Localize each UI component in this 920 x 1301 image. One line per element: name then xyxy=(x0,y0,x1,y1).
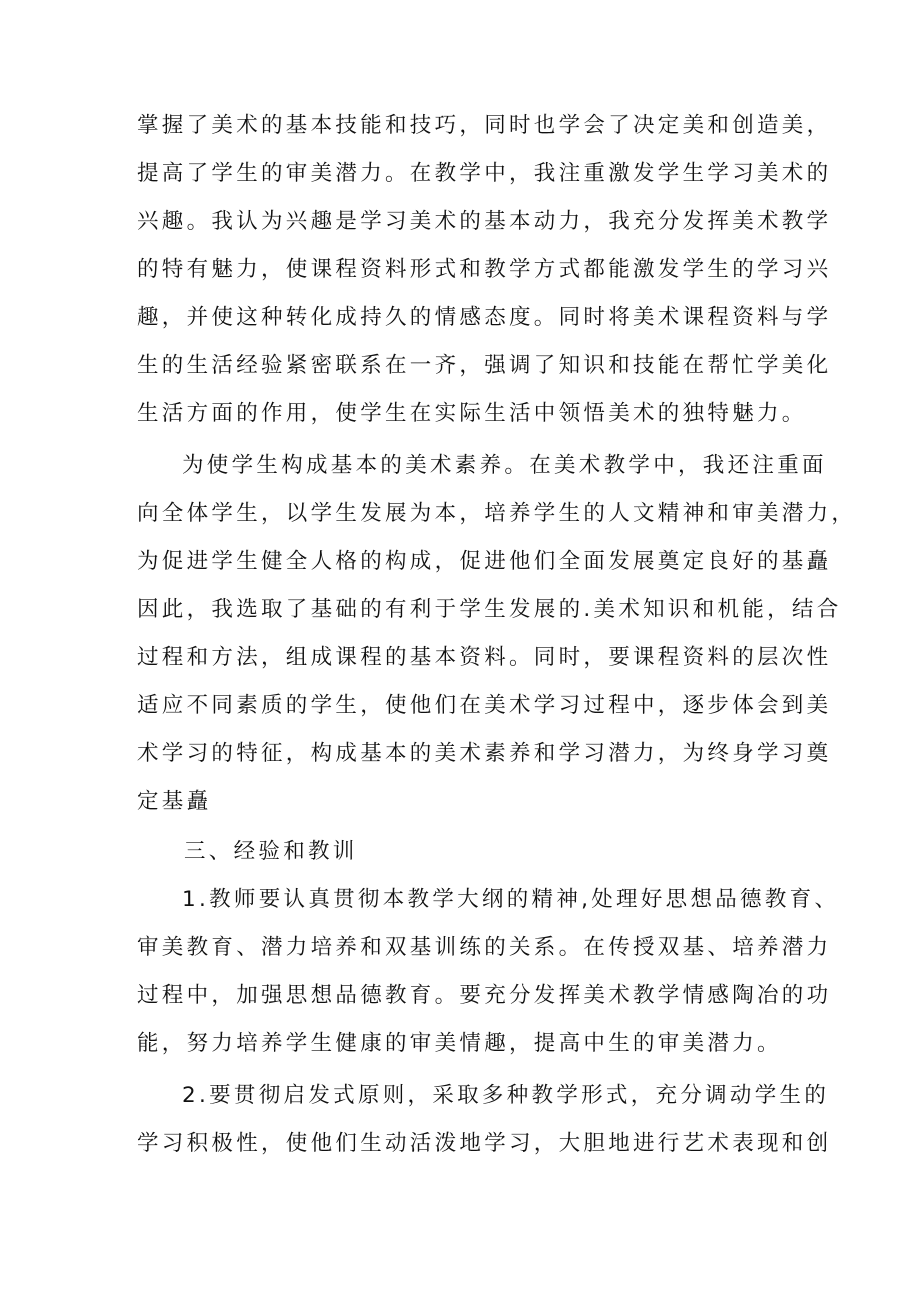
text-line: 能，努力培养学生健康的审美情趣，提高中生的审美潜力。 xyxy=(137,1031,782,1056)
text-line: 兴趣。我认为兴趣是学习美术的基本动力，我充分发挥美术教学 xyxy=(137,209,832,234)
paragraph-first-line: 为使学生构成基本的美术素养。在美术教学中，我还注重面 xyxy=(182,453,827,478)
text-line: 因此，我选取了基础的有利于学生发展的.美术知识和机能，结合 xyxy=(137,597,842,622)
text-line: 过程中，加强思想品德教育。要充分发挥美术教学情感陶冶的功 xyxy=(137,983,832,1008)
text-line: 向全体学生，以学生发展为本，培养学生的人文精神和审美潜力， xyxy=(137,501,857,526)
text-line: 适应不同素质的学生，使他们在美术学习过程中，逐步体会到美 xyxy=(137,693,832,718)
list-item-2-first-line: 2.要贯彻启发式原则，采取多种教学形式，充分调动学生的 xyxy=(182,1083,830,1108)
text-line: 为促进学生健全人格的构成，促进他们全面发展奠定良好的基矗 xyxy=(137,549,832,574)
text-line: 定基矗 xyxy=(137,789,212,814)
list-item-1-first-line: 1.教师要认真贯彻本教学大纲的精神,处理好思想品德教育、 xyxy=(182,887,840,912)
text-line: 术学习的特征，构成基本的美术素养和学习潜力，为终身学习奠 xyxy=(137,741,832,766)
text-line: 学习积极性，使他们生动活泼地学习，大胆地进行艺术表现和创 xyxy=(137,1131,832,1156)
text-line: 的特有魅力，使课程资料形式和教学方式都能激发学生的学习兴 xyxy=(137,257,832,282)
text-line: 审美教育、潜力培养和双基训练的关系。在传授双基、培养潜力 xyxy=(137,935,832,960)
section-heading: 三、经验和教训 xyxy=(184,839,358,864)
text-line: 掌握了美术的基本技能和技巧，同时也学会了决定美和创造美， xyxy=(137,113,832,138)
text-line: 生的生活经验紧密联系在一齐，强调了知识和技能在帮忙学美化 xyxy=(137,353,832,378)
text-line: 提高了学生的审美潜力。在教学中，我注重激发学生学习美术的 xyxy=(137,161,832,186)
text-line: 趣，并使这种转化成持久的情感态度。同时将美术课程资料与学 xyxy=(137,305,832,330)
text-line: 生活方面的作用，使学生在实际生活中领悟美术的独特魅力。 xyxy=(137,401,807,426)
text-line: 过程和方法，组成课程的基本资料。同时，要课程资料的层次性 xyxy=(137,645,832,670)
